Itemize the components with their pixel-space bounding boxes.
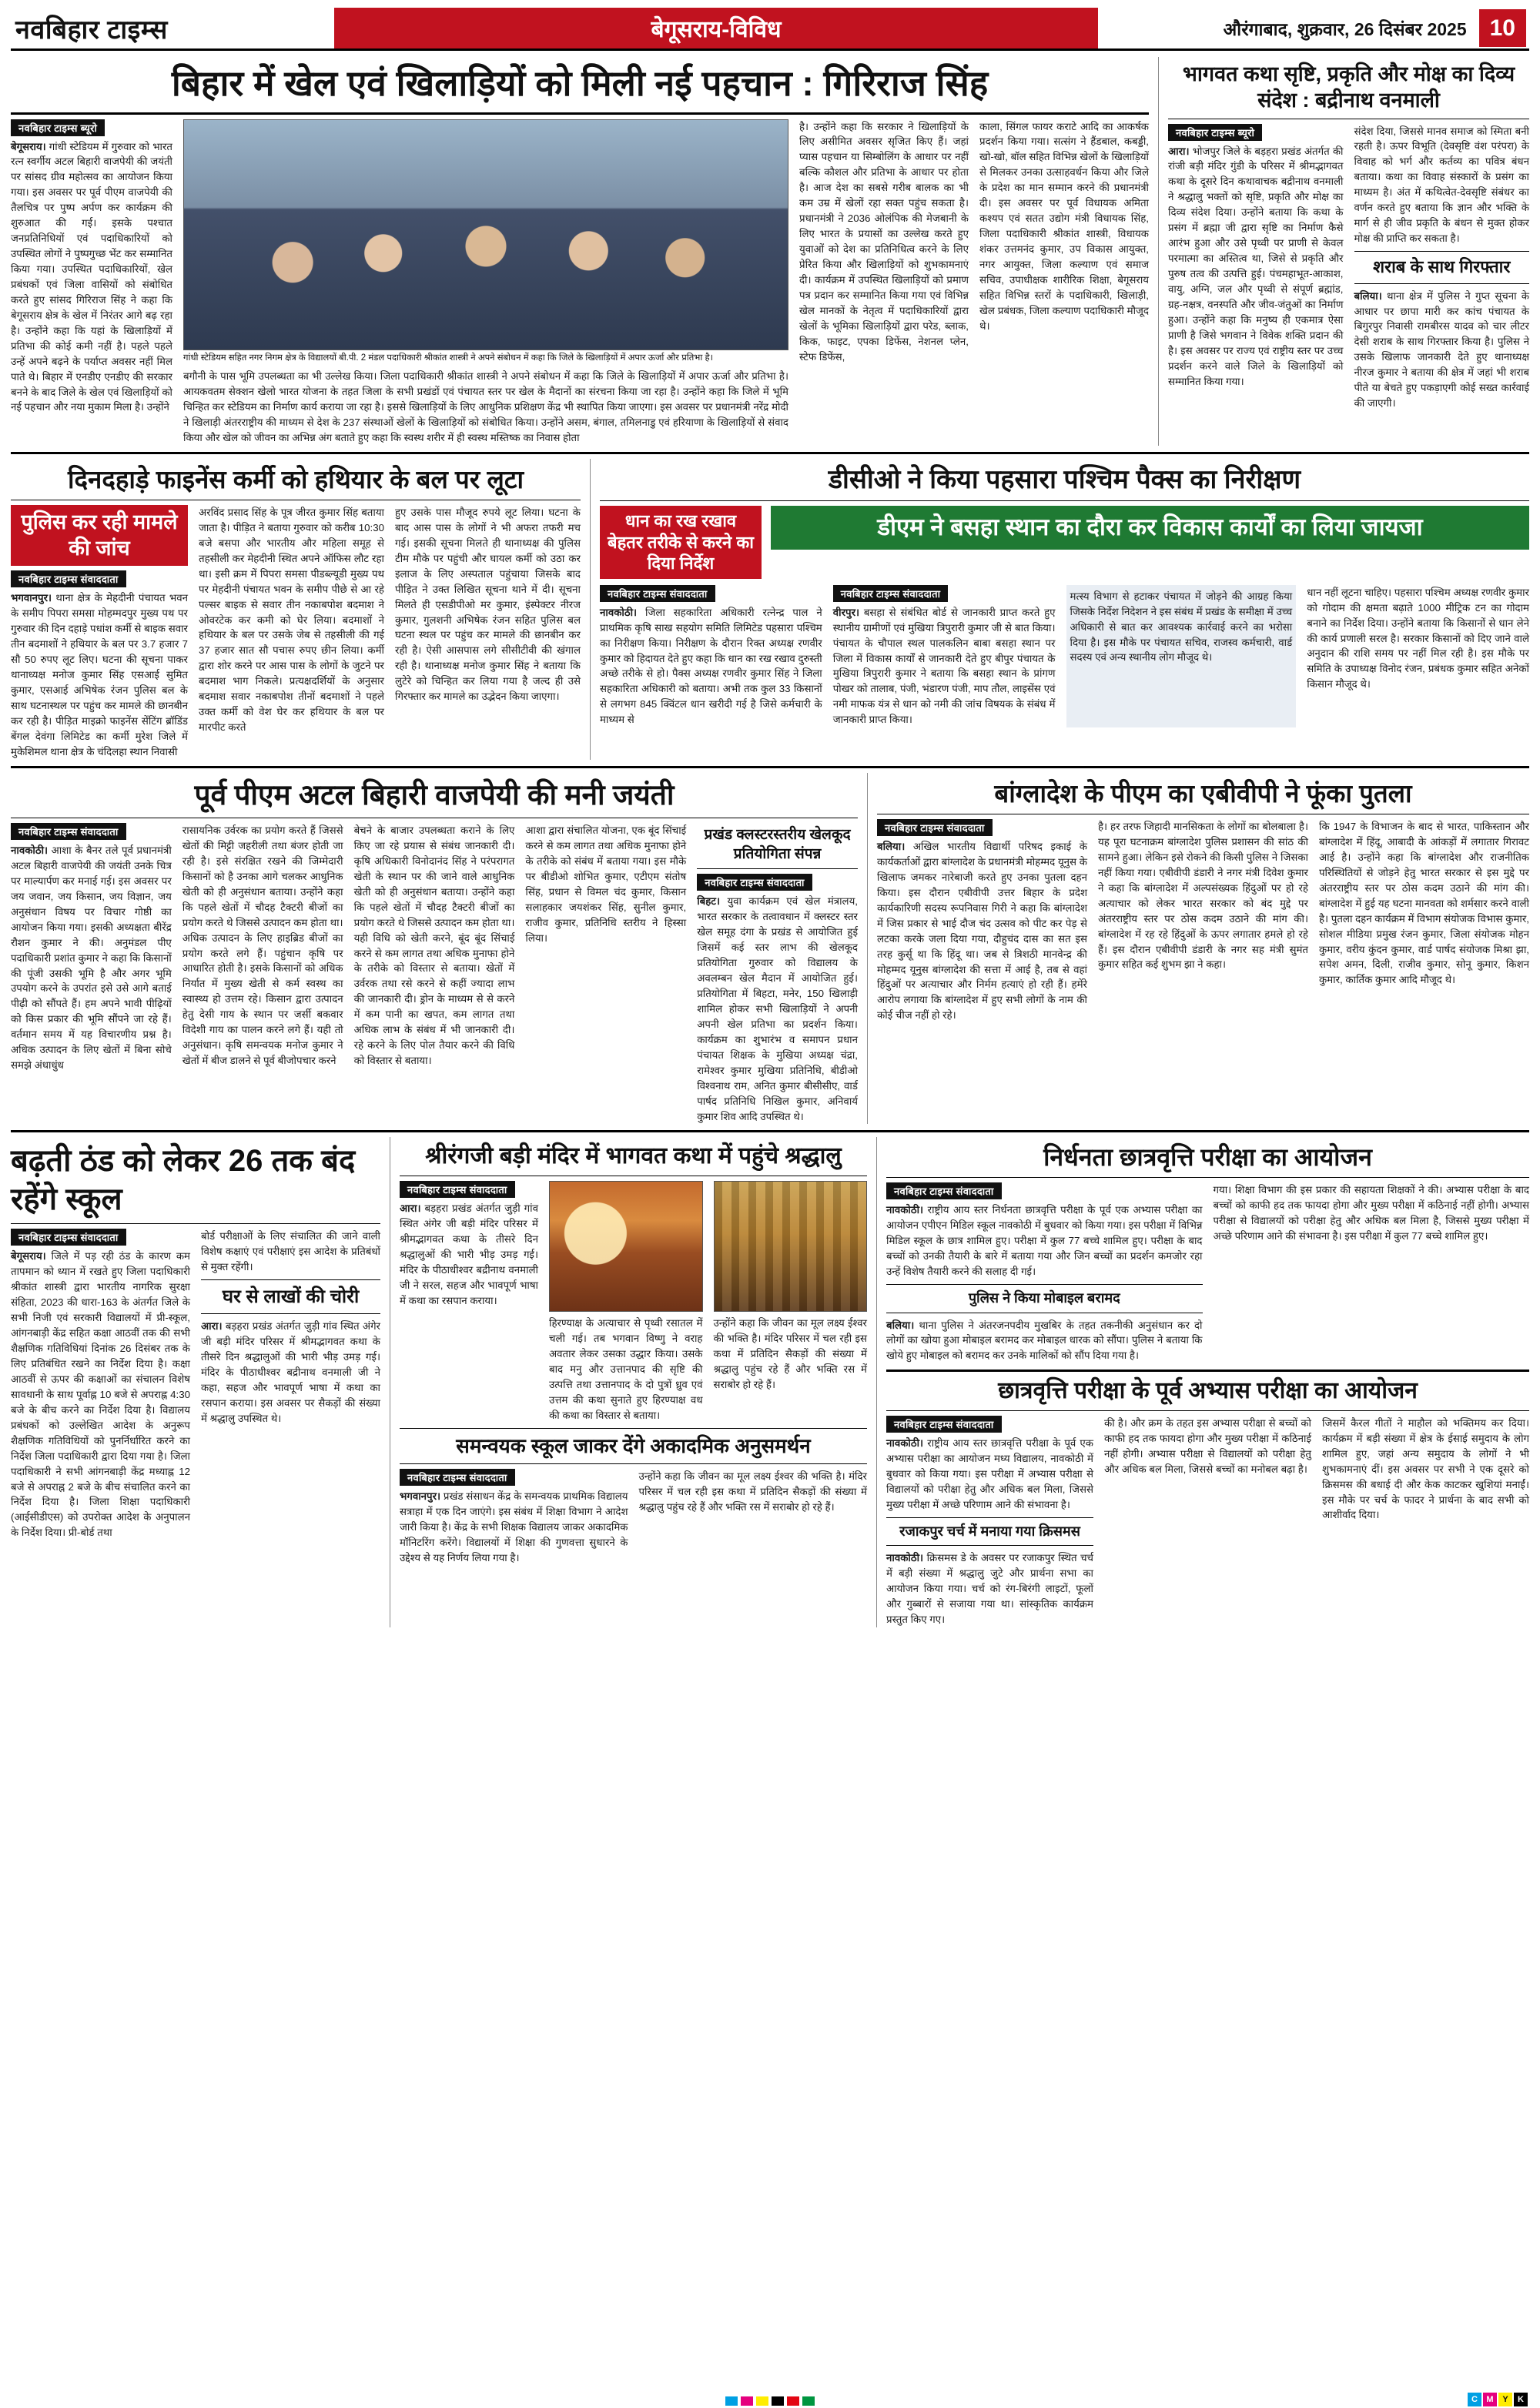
scholarship-col2-text: गया। शिक्षा विभाग की इस प्रकार की सहायता शिक्षकों ने की। अभ्यास परीक्षा के बाद बच्चों को काफी हद तक फायदा होगा और मुख्य परीक्षा में कठिनाई नहीं होगी। अभ्यास परीक्षा से विद्यालयों को परीक्षा हेतु और अधिक बल मिला है, जिससे मुख्य परीक्षा में अच्छे परिणाम आने की संभावना है। इस परीक्षा में कुल 77 बच्चे शामिल हुए। bbox=[1213, 1184, 1529, 1242]
christmas-text: क्रिसमस डे के अवसर पर रजाकपुर स्थित चर्च में बड़ी संख्या में श्रद्धालु जुटे और प्रार्थना सभा का आयोजन किया गया। चर्च को रंग-बिरंगी लाइटों, फूलों और गुब्बारों से सजाया गया था। सांस्कृतिक कार्यक्रम प्रस्तुत किए गए। bbox=[886, 1551, 1093, 1625]
bangladesh-col2-text: है। हर तरफ जिहादी मानसिकता के लोगों का बोलबाला है। यह पूरा घटनाक्रम बांग्लादेश पुलिस प्रशासन की सांठ की सामने हुआ। लेकिन इसे रोकने की किसी पुलिस ने जिसका नहीं किया गया। एबीवीपी डंडारी ने नगर मंत्री दिवेश कुमार ने कहा कि बांग्लादेश में अल्पसंख्यक हिंदुओं पर हो रहे अत्याचार को लेकर भारत सरकार को बंद मुद्दे पर अंतरराष्ट्रीय स्तर पर ठोस कदम उठाने की मांग की। बांग्लादेश में रह रहे हिंदुओं के ऊपर लगातार हमले हो रहे हैं। इस दौरान एबीवीपी डंडारी के नगर सह मंत्री सुमंत कुमार सहित कई शुभम झा ने कहा। bbox=[1098, 821, 1308, 971]
katha-crowd-photo bbox=[714, 1181, 868, 1312]
cold-col-2 bbox=[201, 1229, 380, 1540]
dateline-place: नावकोठी। bbox=[11, 844, 49, 857]
practice-col-3 bbox=[1322, 1416, 1529, 1627]
robbery-col-1 bbox=[11, 505, 188, 760]
dm-visit-bar: डीएम ने बसहा स्थान का दौरा कर विकास कार्यों का लिया जायजा bbox=[771, 506, 1529, 549]
atal-col3-text: बेचने के बाजार उपलब्धता कराने के लिए किए जा रहे प्रयास से संबंध जानकारी दी। कृषि अधिकारी विनोदानंद सिंह ने परंपरागत खेती के स्थान पर की जाने वाले आधुनिक खेती को ही अनुसंधान बताया। उन्होंने कहा कि पहले खेतों में चौदह टैक्टरी बीजों का प्रयोग करते थे जिससे उत्पादन कम होता था। यही विधि को खेती करने, बूंद बूंद सिंचाई करने से कम लागत तथा अधिक मुनाफा होने के तरीके को विस्तार से बताया। खेतों में उर्वरक तथा रसे करने से कहीं ज्यादा लाभ की जानकारी दी। ड्रोन के माध्यम से से करने में कम पानी का खपत, कम लागत तथा अधिक लाभ के संबंध में भी जानकारी दी। रहे करने के लिए पोल तैयार करने की विधि को विस्तार से बताया। bbox=[353, 824, 515, 1067]
robbery-story bbox=[11, 459, 581, 760]
coordinator-sub-headline: समन्वयक स्कूल जाकर देंगे अकादमिक अनुसमर्थन bbox=[456, 1433, 811, 1457]
katha-photo-block bbox=[549, 1181, 703, 1423]
katha-col1-text: बड़हरा प्रखंड अंतर्गत जुड़ी गांव स्थित अंगेर जी बड़ी मंदिर परिसर में श्रीमद्भागवत कथा के तीसरे दिन श्रद्धालुओं की भारी भीड़ उमड़ गई। मंदिर के पीठाधीश्वर बद्रीनाथ वनमाली जी ने सरल, सहज और भावपूर्ण भाषा में कथा का रसपान कराया। bbox=[400, 1202, 538, 1306]
byline-badge: नवबिहार टाइम्स संवाददाता bbox=[11, 1229, 126, 1246]
dco-col-text-1 bbox=[600, 585, 822, 728]
cold-col1-text: जिले में पड़ रही ठंड के कारण कम तापमान को ध्यान में रखते हुए जिला पदाधिकारी श्रीकांत शास्त्री द्वारा भारतीय नागरिक सुरक्षा संहिता, 2023 की धारा-163 के अंतर्गत जिले के सभी निजी एवं सरकारी विद्यालयों में प्री-स्कूल, आंगनबाड़ी केंद्र सहित कक्षा आठवीं तक की सभी शैक्षणिक गतिविधियां दिनांक 26 दिसंबर तक के लिए प्रतिबंधित रखने का निर्देश दिया है। कक्षा आठवीं से ऊपर की कक्षाओं का संचालन विशेष सावधानी के साथ पूर्वाह्न 10 बजे से अपराह्न 4:30 बजे के बीच करने का निर्देश दिया है। विद्यालय प्रबंधकों को उल्लेखित आदेश के अनुरूप शैक्षणिक गतिविधियों को पुनर्निर्धारित करने का निर्देश जिला पदाधिकारी द्वारा दिया गया है। जिला पदाधिकारी ने सभी आंगनबाड़ी केंद्र मध्याह्न 12 बजे से अपराह्न 2 बजे के बीच संचालित करने का निर्देश दिया है। जिला शिक्षा पदाधिकारी (आईसीडीएस) को उपरोक्त आदेश के अनुपालन के निर्देश दिया। प्री-बोर्ड तथा bbox=[11, 1250, 190, 1539]
robbery-col3-text: हुए उसके पास मौजूद रुपये लूट लिया। घटना के बाद आस पास के लोगों ने भी अफरा तफरी मच गई। इसकी सूचना मिलते ही थानाध्यक्ष की पुलिस टीम मौके पर पहुंची और घायल कर्मी को उठा कर इलाज के लिए अस्पताल पहुंचाया जिसके बाद पीड़ित ने उक्त लिखित सूचना थाने में दी। सूचना मिलते ही एसडीपीओ मर कुमार, इंस्पेक्टर नीरज कुमार, गुलशनी अभिषेक रंजन सहित पुलिस बल घटना स्थल पर पहुंच कर मामले की छानबीन कर रही है। ऐसी आसपास लगे सीसीटीवी की खंगाल रही है। थानाध्यक्ष मनोज कुमार सिंह ने बताया कि लुटेरे को चिन्हित कर लिया गया है जल्द ही उसे गिरफ्तार कर मामले का उद्भेदन किया जाएगा। bbox=[395, 506, 581, 703]
dateline-place: बलिया। bbox=[886, 1319, 915, 1331]
byline-badge: नवबिहार टाइम्स संवाददाता bbox=[697, 874, 812, 891]
dateline-place: बेगूसराय। bbox=[11, 1250, 46, 1263]
right-top-col2-text: संदेश दिया, जिससे मानव समाज को स्मिता बनी रहती है। ऊपर विभूति (देवसृष्टि वंश परंपरा) के विवाह को भर्ग और कर्तव्य का पवित्र बंधन बताया। कथा का विवाह संस्कारों के प्रसंग का माध्यम है। अंत में कथित्वेत-देवसृष्टि संबंधर का वर्णन करते हुए बताया कि ज्ञान और भक्ति के मार्ग से ही जीव प्रकृति के बंधन से मुक्त होकर मोक्ष की प्राप्ति कर सकता है। bbox=[1354, 125, 1529, 245]
cold-schools-headline: बढ़ती ठंड को लेकर 26 तक बंद रहेंगे स्कूल bbox=[11, 1144, 356, 1217]
byline-badge: नवबिहार टाइम्स संवाददाता bbox=[11, 570, 126, 587]
byline-badge: नवबिहार टाइम्स संवाददाता bbox=[833, 585, 949, 602]
robbery-headline: दिनदहाड़े फाइनेंस कर्मी को हथियार के बल पर लूटा bbox=[67, 464, 524, 493]
dateline-place: आरा। bbox=[400, 1202, 421, 1214]
coordinator-col2-text: उन्होंने कहा कि जीवन का मूल लक्ष्य ईश्वर की भक्ति है। मंदिर परिसर में चल रही इस कथा में प्रतिदिन सैकड़ों की संख्या में श्रद्धालु पहुंच रहे हैं और भक्ति रस में सराबोर हो रहे हैं। bbox=[638, 1470, 867, 1513]
edition-date: औरंगाबाद, शुक्रवार, 26 दिसंबर 2025 bbox=[1223, 18, 1467, 39]
liquor-sub-headline: शराब के साथ गिरफ्तार bbox=[1373, 257, 1511, 276]
lead-col3-text: है। उन्होंने कहा कि सरकार ने खिलाड़ियों के लिए असीमित अवसर सृजित किए हैं। जहां प्यास पहचान या सिम्बोलिंग के आधार पर नहीं बल्कि कौशल और प्रतिभा के आधार पर होता है। आज देश का सबसे गरीब बालक का भी कम उम्र में खेलों रहा सक्त पहुंच सकता है। प्रधानमंत्री ने 2036 ओलंपिक की मेजबानी के लिए भारत के प्रयासों का उल्लेख करते हुए युवाओं को देश का प्रतिनिधित्व करने के लिए प्रेरित किया और खिलाड़ियों को शुभकामनाएं दी। कार्यक्रम में उपस्थित खिलाड़ियों को प्रमाण पत्र प्रदान कर सम्मानित किया गया एवं विभिन्न खेल मानकों के नेतृत्व में पदाधिकारियों द्वारा खेलों के भूमिका खिलाड़ियों द्वारा परेड, ब्लाक, किक, फाइट, एपका डिफेंस, नेशनल प्लेन, स्टेफ डिफेंस, bbox=[799, 120, 969, 363]
lead-col1-text: गांधी स्टेडियम में गुरुवार को भारत रत्न स्वर्गीय अटल बिहारी वाजपेयी की जयंती पर सांसद ग्रीव महोत्सव का आयोजन किया गया। इस अवसर पर पूर्व पीएम वाजपेयी की तैलचित्र पर पुष्प अर्पण कर कार्यक्रम की शुरुआत की गई। इसके पश्चात जनप्रतिनिधियों एवं पदाधिकारियों को उपस्थित लोगों ने पुष्पगुच्छ भेंट कर सम्मानित किया गया। उपस्थित पदाधिकारियों, खेल प्रबंधकों एवं जिला वासियों को संबोधित करते हुए सांसद गिरिराज सिंह ने कहा कि बेगूसराय क्षेत्र के खेल में निरंतर आगे बढ़ रहा है। उन्होंने कहा कि यहां के खिलाड़ियों में प्रतिभा की कोई कमी नहीं है। पहले पहले उन्हें अपने बढ़ने के पर्याप्त अवसर नहीं मिल पाते थे। बिहार में एनडीए एनडीए की सरकार बनने के बाद जिले के खेल एवं खिलाड़ियों को नई पहचान और नया मुकाम मिला है। उन्होंने bbox=[11, 140, 172, 413]
robbery-kicker-bar: पुलिस कर रही मामले की जांच bbox=[11, 505, 188, 567]
dateline-place: बलिया। bbox=[877, 841, 906, 853]
atal-story bbox=[11, 773, 858, 1125]
scholarship-col-2 bbox=[1214, 1182, 1530, 1363]
katha-col-1 bbox=[400, 1181, 538, 1423]
byline-badge: नवबिहार टाइम्स संवाददाता bbox=[600, 585, 715, 602]
cold-schools-story bbox=[11, 1137, 380, 1627]
atal-col-1 bbox=[11, 823, 172, 1124]
lead-col-1 bbox=[11, 119, 172, 446]
robbery-col-2 bbox=[199, 505, 384, 760]
reg-swatch-yellow bbox=[756, 2396, 768, 2406]
newspaper-logo: नवबिहार टाइम्स bbox=[15, 15, 168, 45]
right-top-col-2 bbox=[1354, 124, 1530, 412]
atal-col1-text: आशा के बैनर तले पूर्व प्रधानमंत्री अटल बिहारी वाजपेयी की जयंती उनके चित्र पर माल्यार्पण कर मनाई गई। इस अवसर पर जय जवान, जय किसान, जय विज्ञान, जय अनुसंधान विषय पर विचार गोष्ठी का आयोजन किया गया। इसकी अध्यक्षता बीरेंद्र रौशन कुमार ने की। अनुमंडल पीए पदाधिकारी प्रशांत कुमार ने कहा कि किसानों की पूंजी उसकी भूमि है और अगर भूमि उपयोग करने के उपरांत इसे उसे आगे बताई पीढ़ी को सौंपते हैं। हम अपने भावी पीढ़ियों को किस प्रकार की भूमि सौंपने जा रहे हैं। वर्तमान समय में यह विचारणीय प्रश्न है। अधिक उत्पादन के लिए खेतों में बिना सोचे समझे अंधाधुंध bbox=[11, 844, 172, 1072]
theft-sub-headline: घर से लाखों की चोरी bbox=[222, 1286, 360, 1308]
practice-col2-text: की है। और क्रम के तहत इस अभ्यास परीक्षा से बच्चों को काफी हद तक फायदा होगा और मुख्य परीक्षा में कठिनाई नहीं होगी। अभ्यास परीक्षा से विद्यालयों को परीक्षा हेतु और अधिक बल मिला, जिससे बच्चों का मनोबल बढ़ा है। bbox=[1104, 1416, 1311, 1475]
coordinator-col-2 bbox=[639, 1469, 868, 1566]
robbery-col1-text: थाना क्षेत्र के मेहदीनी पंचायत भवन के समीप पिपरा समसा मोहम्मदपुर मुख्य पथ पर गुरुवार की दिन दहाड़े पधांश कर्मी से बाइक सवार तीन बदमाशों ने हथियार के बल पर 3.7 हजार 7 सौ 50 रुपए लूट लिए। घटना की सूचना पाकर थानाध्यक्ष मनोज कुमार सिंह एसआई सुमित कुमार, एसआई अभिषेक रंजन पुलिस बल के साथ घटनास्थल पर पहुंच कर मामले की छानबीन कर रही है। पीड़ित माइक्रो फाइनेंस सेंटिंग ब्रॉडिंड बेंगल देवंगा लिमिटेड का कर्मी मुरेश जिले में मुकेशिमल थाना क्षेत्र के चंदिलहा स्थान निवासी bbox=[11, 592, 188, 758]
dm-green-block bbox=[771, 506, 1529, 579]
dco-col2-text: बसहा से संबंधित बोर्ड से जानकारी प्राप्त करते हुए स्थानीय ग्रामीणों एवं मुखिया त्रिपुरारी कुमार जी से बात किया। पंचायत के चौपाल स्थल पालकलिन बाबा बसहा स्थान पर जिला में विकास कार्यों से जानकारी देते हुए बीपुर पंचायत के मुखिया त्रिपुरारी कुमार ने बताया कि बसहा स्थान के प्रांगण पोखर को तालाब, पंजी, भंडारण पंजी, माप तौल, लाइसेंस एवं नमी माफक यंत्र से धान को नमी की जांच विषयक के संबंध में जानकारी प्राप्त किया। bbox=[832, 606, 1056, 726]
page-number: 10 bbox=[1479, 9, 1526, 47]
reg-swatch-red bbox=[787, 2396, 799, 2406]
dco-col3-text: मत्स्य विभाग से हटाकर पंचायत में जोड़ने की आग्रह किया जिसके निर्देश निदेशन ने इस संबंध में प्रखंड के समीक्षा में उच्च अधिकारी से बात कर आवश्यक कार्रवाई करने का भरोसा दिया है। इस मौके पर पंचायत सचिव, राजस्व कर्मचारी, वार्ड सदस्य एवं अन्य स्थानीय लोग मौजूद थे। bbox=[1070, 590, 1293, 664]
dateline-place: भगवानपुर। bbox=[400, 1490, 441, 1503]
atal-col2-text: रासायनिक उर्वरक का प्रयोग करते हैं जिससे खेतों की मिट्टी जहरीली तथा बंजर होती जा रही है। इसे संरक्षित रखने की जिम्मेदारी किसानों को है उनका आगे चलकर आधुनिक खेती को ही अनुसंधान बताया। उन्होंने कहा कि पहले खेतों में चौदह टैक्टरी बीजों का प्रयोग करते थे जिससे उत्पादन कम होता था। अधिक उत्पादन के लिए हाइब्रिड बीजों का प्रयोग करते लगे हैं। पहुंचान कृषि पर आधारित होती है। इसके किसानों को अधिक निर्यात में मुख्य खेती से कर्म स्वस्थ का स्वास्थ्य हो उत्तम रहे। किसान द्वारा उत्पादन हेतु देसी गाय के स्थान पर जर्सी बकवार विदेशी गाय का पालन करने लगे हैं। यही तो अनुसंधान। कृषि समन्वयक मनोज कुमार ने खेतों में बीज डालने से पूर्व बीजोपचार करने bbox=[182, 824, 343, 1067]
byline-badge: नवबिहार टाइम्स ब्यूरो bbox=[11, 119, 105, 136]
reg-swatch-magenta bbox=[741, 2396, 753, 2406]
atal-headline: पूर्व पीएम अटल बिहारी वाजपेयी की मनी जयंती bbox=[194, 778, 675, 811]
robbery-col2-text: अरविंद प्रसाद सिंह के पूत्र जीरत कुमार सिंह बताया जाता है। पीड़ित ने बताया गुरुवार को करीब 10:30 बजे बसपा और भारतीय और महिला समूह से तहसीली कर मेहदीनी स्थित अपने ऑफिस लौट रहा था। इसी क्रम में पिपरा समसा पीडब्ल्यूडी मुख्य पथ पर मेहदीनी पंचायत भवन के समीप पीछे से आ रहे पल्सर बाइक से सवार तीन नकाबपोश बदमाश ने ओवरटेक कर कमी को घेर लिया। बदमाशों ने हथियार के बल पर उसके जेब से तहसीली की गई 37 हजार सात सौ पचास रुपए छीन लिया। कर्मी द्वारा शोर करने पर आस पास के लोगों के जुटने पर बदमाश भाग निकले। प्रत्यक्षदर्शियों के अनुसार बदमाश सवार नकाबपोश तीनों बदमाशों ने पहले उक्त कर्मी को वेश घेर कर हथियार के बल पर मारपीट करते bbox=[199, 506, 384, 734]
lead-col2-text: बगौनी के पास भूमि उपलब्धता का भी उल्लेख किया। जिला पदाधिकारी श्रीकांत शास्त्री ने अपने संबोधन में कहा कि जिले के खिलाड़ियों में अपार ऊर्जा और प्रतिभा है। आयकवतम सेक्शन खेलो भारत योजना के तहत जिला के सभी प्रखंडों एवं पंचायत स्तर पर खेल के मैदानों का संरचना किया जा रहा है। उन्होंने कहा कि जिले में भूमि चिन्हित कर स्टेडियम का निर्माण कार्य कराया जा रहा है। इससे खिलाड़ियों के लिए आधुनिक प्रशिक्षण केंद्र भी स्थापित किया जाएगा। इस अवसर पर प्रधानमंत्री नरेंद्र मोदी ने खिलाड़ी अंतरराष्ट्रीय की माध्यम से देश के 237 संस्थाओं खेलों के खिलाड़ियों को संबोधित किया। उन्होंने असम, बंगाल, तमिलनाडु एवं हरियाणा के खिलाड़ियों से संवाद किया और खेल को जीवन का अभिन्न अंग बताते हुए कहा कि स्वस्थ शरीर में ही स्वस्थ मस्तिष्क का निवास होता bbox=[183, 370, 788, 443]
byline-badge: नवबिहार टाइम्स संवाददाता bbox=[400, 1181, 515, 1198]
dateline-place: नावकोठी। bbox=[600, 606, 638, 618]
lead-col-4 bbox=[979, 119, 1149, 446]
bangladesh-col1-text: अखिल भारतीय विद्यार्थी परिषद इकाई के कार्यकर्ताओं द्वारा बांग्लादेश के प्रधानमंत्री मोहम्मद यूनुस के खिलाफ जमकर नारेबाजी करते हुए उनका पुतला दहन किया। इस दौरान एबीवीपी उत्तर बिहार के प्रदेश कार्यकारिणी सदस्य रूपनिवास गिरी ने कहा कि बांग्लादेश में जिस प्रकार से भाई दौज चंद उत्सव को पीट कर पेड़ से लटका करके जला दिया गया, दौहुचंद दास का सत इस तरह कुर्सू था कि हिंदू था। जब से त्रिशठी मानवेन्द्र की मोहम्मद यूनुस बांग्लादेश की सत्ता में आई है, तब से वहां हिंदुओं पर अत्याचार और निर्मम हत्याएं हो रही हैं। हमेंरे आरोप लगाया कि बांग्लादेश में हुए सभी लोगों के नाम की कोई चीज नहीं हो रहे। bbox=[877, 841, 1088, 1022]
lead-story bbox=[11, 57, 1149, 446]
lead-photo-caption: गांधी स्टेडियम सहित नगर निगम क्षेत्र के विद्यालयों बी.पी. 2 मंडल पदाधिकारी श्रीकांत शास्त्री ने अपने संबोधन में कहा कि जिले के खिलाड़ियों में अपार ऊर्जा और प्रतिभा है। bbox=[183, 353, 714, 363]
dco-story bbox=[590, 459, 1529, 760]
practice-exam-story bbox=[886, 1376, 1529, 1627]
right-top-col1-text: भोजपुर जिले के बड़हरा प्रखंड अंतर्गत की रांजी बड़ी मंदिर गुंडी के परिसर में श्रीमद्भागवत कथा के दूसरे दिन कथावाचक बद्रीनाथ वनमाली ने श्रद्धालु भक्तों को सृष्टि, प्रकृति और मोक्ष का दिव्य संदेश दिया। उन्होंने बताया कि कथा के प्रसंग में ब्रह्मा जी द्वारा सृष्टि का निर्माण कैसे आरंभ हुआ और उसे पृथ्वी पर प्राणी से केवल परमात्मा का अस्तित्व था, जिसे से प्रकृति और पुरुष तत्व की उत्पत्ति हुई। पंचमहाभूत-आकाश, वायु, अग्नि, जल और पृथ्वी से संपूर्ण ब्रह्मांड, ग्रह-नक्षत्र, वनस्पति और जीव-जंतुओं का निर्माण हुआ। उन्होंने कहा कि मनुष्य ही एकमात्र ऐसा प्राणी है जिसे भगवान ने विवेक शक्ति प्रदान की है। इस अवसर पर राज्य एवं राष्ट्रीय स्तर पर उच्च प्रदर्शन करने वाले जिले के खिलाड़ियों को सम्मानित किया गया। bbox=[1168, 145, 1344, 387]
katha-col2-text: हिरण्याक्ष के अत्याचार से पृथ्वी रसातल में चली गई। तब भगवान विष्णु ने वराह अवतार लेकर उसका उद्धार किया। उसके बाद मनु और उत्तानपाद की सृष्टि की उत्पत्ति तथा उत्तानपाद के दो पुत्रों ध्रुव एवं उत्तम की कथा सुनाते हुए हिरण्याक्ष वध की कथा का विस्तार से बताया। bbox=[549, 1316, 703, 1421]
sports-meet-block bbox=[697, 823, 858, 1124]
lead-photo bbox=[183, 119, 788, 350]
dco-col-text-3 bbox=[1066, 585, 1297, 728]
sports-meet-headline: प्रखंड क्लस्टरस्तरीय खेलकूद प्रतियोगिता संपन्न bbox=[704, 827, 851, 862]
practice-col3-text: जिसमें कैरल गीतों ने माहौल को भक्तिमय कर दिया। कार्यक्रम में बड़ी संख्या में क्षेत्र के ईसाई समुदाय के लोग शामिल हुए, जहां अन्य समुदाय के लोगों ने भी शुभकामनाएं दीं। इस अवसर पर सभी ने एक दूसरे को क्रिसमस की बधाई दी और केक काटकर खुशियां मनाईं। इस मौके पर चर्च के फादर ने प्रार्थना के बाद सभी को आशीर्वाद दिया। bbox=[1322, 1416, 1529, 1521]
right-top-col-1 bbox=[1168, 124, 1344, 412]
masthead bbox=[11, 8, 1529, 51]
dateline-place: आरा। bbox=[201, 1320, 223, 1333]
sports-meet-text: युवा कार्यक्रम एवं खेल मंत्रालय, भारत सरकार के तत्वावधान में क्लस्टर स्तर खेल समूह दंगा के प्रखंड से आयोजित हुई जिसमें कई स्तर लाभ की खेलकूद प्रतियोगिता गुरुवार को विद्यालय के अवलम्बन खेल मैदान में आयोजित हुई। प्रतियोगिता में बिहटा, मनेर, 150 खिलाड़ी शामिल होकर सभी खिलाड़ियों ने अपनी अपनी खेल प्रतिभा का प्रदर्शन किया। कार्यक्रम का शुभारंभ व समापन प्रधान पंचायत शिक्षक के मुखिया अध्यक्ष चंद्रा, रामेश्वर कुमार मुखिया प्रतिनिधि, बीडीओ विश्वनाथ राम, अनित कुमार बीसीसीए, वार्ड पार्षद प्रतिनिधि निखिल कुमार, अनिवार्य कुमार शिव आदि उपस्थित थे। bbox=[697, 895, 858, 1122]
dateline-place: नावकोठी। bbox=[886, 1551, 924, 1564]
atal-col-3 bbox=[354, 823, 515, 1124]
mobile-recovered-text: थाना पुलिस ने अंतरजनपदीय मुखबिर के तहत तकनीकी अनुसंधान कर दो लोगों का खोया हुआ मोबाइल बरामद कर मोबाइल धारक को सौंपा। पुलिस ने बताया कि खोये हुए मोबाइल को बरामद कर उनके मालिकों को सौंप दिया गया है। bbox=[886, 1319, 1203, 1362]
cmyk-m: M bbox=[1483, 2393, 1497, 2406]
mobile-recovered-sub-headline: पुलिस ने किया मोबाइल बरामद bbox=[968, 1290, 1120, 1306]
dateline-place: बलिया। bbox=[1354, 289, 1382, 302]
byline-badge: नवबिहार टाइम्स संवाददाता bbox=[886, 1182, 1002, 1199]
dateline-place: आरा। bbox=[1168, 145, 1190, 157]
byline-badge: नवबिहार टाइम्स संवाददाता bbox=[886, 1416, 1002, 1433]
reg-swatch-cyan bbox=[725, 2396, 738, 2406]
coordinator-text: प्रखंड संसाधन केंद्र के समन्वयक प्राथमिक विद्यालय सत्राहा में एक दिन जाएंगे। इस संबंध में शिक्षा विभाग ने आदेश जारी किया है। केंद्र के सभी शिक्षक विद्यालय जाकर अकादमिक मॉनिटरिंग करेंगे। विद्यालयों में शिक्षा की गुणवत्ता सुधारने के उद्देश्य से यह निर्णय लिया गया है। bbox=[400, 1490, 628, 1564]
dateline-place: बेगूसराय। bbox=[11, 140, 46, 152]
cmyk-marks bbox=[1468, 2393, 1528, 2406]
dateline-place: भगवानपुर। bbox=[11, 592, 52, 604]
atal-col4-text: आशा द्वारा संचालित योजना, एक बूंद सिंचाई करने से कम लागत तथा अधिक मुनाफा होने के तरीके को संबंध में बताया गया। इस मौके पर बीडीओ शोभित कुमार, एटीएम संतोष सिंह, प्रधान से विमल चंद कुमार, किसान सलाहकार जयशंकर सिंह, सुनील कुमार, राजीव कुमार, प्रतिनिधि स्तरीय ने हिस्सा लिया। bbox=[525, 824, 687, 944]
lead-photo-block bbox=[183, 119, 788, 446]
robbery-col-3 bbox=[395, 505, 581, 760]
color-registration-bar bbox=[0, 2394, 1540, 2408]
dateline-place: वीरपुर। bbox=[832, 606, 860, 618]
cold-col-1 bbox=[11, 1229, 190, 1540]
atal-col-4 bbox=[525, 823, 686, 1124]
byline-badge: नवबिहार टाइम्स संवाददाता bbox=[400, 1469, 515, 1486]
coordinator-col-1 bbox=[400, 1469, 628, 1566]
katha-headline: श्रीरंगजी बड़ी मंदिर में भागवत कथा में पहुंचे श्रद्धालु bbox=[425, 1143, 842, 1169]
theft-text: बड़हरा प्रखंड अंतर्गत जुड़ी गांव स्थित अंगेर जी बड़ी मंदिर परिसर में श्रीमद्भागवत कथा के तीसरे दिन श्रद्धालुओं की भारी भीड़ उमड़ गई। मंदिर के पीठाधीश्वर बद्रीनाथ वनमाली जी ने कहा, सहज और भावपूर्ण भाषा में कथा का रसपान कराया। इस अवसर पर सैकड़ों की संख्या में श्रद्धालु उपस्थित थे। bbox=[201, 1320, 380, 1425]
scholarship-story bbox=[876, 1137, 1529, 1627]
dco-col-text-2 bbox=[833, 585, 1056, 728]
lead-col4-text: काला, सिंगल फायर कराटे आदि का आकर्षक प्रदर्शन किया गया। सत्संग ने हैंडबाल, कबड्डी, खो-खो, बॉल सहित विभिन्न खेलों के खिलाड़ियों से मिलकर उनका उत्साहवर्धन किया और जिले के प्रदेश का मान सम्मान करने की प्रधानमंत्री दी। इस अवसर पर पूर्व विधायक अमिता कश्यप एवं सतत उद्योग मंत्री विधायक सिंह, जिला पदाधिकारी श्रीकांत शास्त्री, विधायक शंकर उत्तमनंद कुमार, उप विकास आयुक्त, नगर आयुक्त, जिला कल्याण एवं समाज सचिव, उपाधीक्षक शारीरिक शिक्षा, बेगूसराय सहित विभिन्न स्तरों के पदाधिकारी, खिलाड़ी, खेल प्रबंधक, जिला कल्याण पदाधिकारी मौजूद थे। bbox=[979, 120, 1149, 332]
dco-headline: डीसीओ ने किया पहसारा पश्चिम पैक्स का निरीक्षण bbox=[828, 464, 1301, 494]
cold-col2-text: बोर्ड परीक्षाओं के लिए संचालित की जाने वाली विशेष कक्षाएं एवं परीक्षाएं इस आदेश के प्रतिबंधों से मुक्त रहेंगी। bbox=[201, 1230, 380, 1273]
practice-col-1 bbox=[886, 1416, 1093, 1627]
scholarship-col1-text: राष्ट्रीय आय स्तर निर्धनता छात्रवृत्ति परीक्षा के पूर्व एक अभ्यास परीक्षा का आयोजन एपीएन मिडिल स्कूल नावकोठी में बुधवार को किया गया। इस परीक्षा में विभिन्न मिडिल स्कूल के छात्र शामिल हुए। परीक्षा में कुल 77 बच्चे शामिल हुए। परीक्षा के बाद बच्चों को उनकी तैयारी के बारे में बताया गया और जिन बच्चों का प्रदर्शन कमजोर रहा उन्हें विशेष तैयारी करने की सलाह दी गई। bbox=[886, 1204, 1203, 1278]
bangladesh-story bbox=[867, 773, 1529, 1125]
lead-col-3 bbox=[799, 119, 969, 446]
liquor-text: थाना क्षेत्र में पुलिस ने गुप्त सूचना के आधार पर छापा मारी कर कांच पंचायत के बिगुरपुर निवासी रामबीरस यादव को चार लीटर देसी शराब के साथ गिरफ्तार किया है। पुलिस ने उसके खिलाफ जानकारी देते हुए थानाध्यक्ष नीरज कुमार ने बताया की क्षेत्र में जहां भी शराब पीते या बेचते हुए पकड़ाएगी कोई सख्त कार्रवाई की जाएगी। bbox=[1354, 289, 1529, 410]
christmas-sub-headline: रजाकपुर चर्च में मनाया गया क्रिसमस bbox=[899, 1523, 1080, 1539]
bangladesh-col-2 bbox=[1098, 819, 1308, 1023]
reg-swatch-green bbox=[802, 2396, 815, 2406]
byline-badge: नवबिहार टाइम्स संवाददाता bbox=[11, 823, 126, 840]
dco-col-1 bbox=[600, 506, 762, 579]
reg-swatch-black bbox=[772, 2396, 784, 2406]
katha-photo bbox=[549, 1181, 703, 1312]
katha-col3-text: उन्होंने कहा कि जीवन का मूल लक्ष्य ईश्वर की भक्ति है। मंदिर परिसर में चल रही इस कथा में प्रतिदिन सैकड़ों की संख्या में श्रद्धालु पहुंच रहे हैं और भक्ति रस में सराबोर हो रहे हैं। bbox=[713, 1316, 867, 1390]
right-top-headline: भागवत कथा सृष्टि, प्रकृति और मोक्ष का दिव्य संदेश : बद्रीनाथ वनमाली bbox=[1182, 62, 1515, 112]
dco-col1-text: जिला सहकारिता अधिकारी रत्नेन्द्र पाल ने प्राथमिक कृषि साख सहयोग समिति लिमिटेड पहसारा पश्चिम का निरीक्षण किया। निरीक्षण के दौरान रिक्त अध्यक्ष रणवीर कुमार को हिदायत देते हुए कहा कि धान का रख रखाव दुरुस्ती अच्छे तरीके से हो। पैक्स अध्यक्ष रणवीर कुमार सिंह ने जिला सहकारिता अधिकारी को बताया। अभी तक कुल 33 किसानों से लगभग 845 क्विंटल धान खरीदी गई है जिसे कर्मचारी के माध्यम से bbox=[600, 606, 822, 726]
atal-col-2 bbox=[182, 823, 343, 1124]
katha-col-3 bbox=[714, 1181, 868, 1423]
dateline-place: बिहट। bbox=[697, 895, 721, 908]
scholarship-headline: निर्धनता छात्रवृत्ति परीक्षा का आयोजन bbox=[1043, 1143, 1372, 1172]
byline-badge: नवबिहार टाइम्स संवाददाता bbox=[877, 819, 993, 836]
bangladesh-col-3 bbox=[1319, 819, 1529, 1023]
cmyk-y: Y bbox=[1498, 2393, 1512, 2406]
katha-story bbox=[390, 1137, 867, 1627]
bangladesh-col3-text: कि 1947 के विभाजन के बाद से भारत, पाकिस्तान और बांग्लादेश में हिंदू, आबादी के आंकड़ों में लगातार गिरावट आई है। उन्होंने कहा कि बांग्लादेश और राजनीतिक परिस्थितियों से जोड़ने हेतु भारत सरकार से इस मुद्दे पर अंतरराष्ट्रीय स्तर पर ठोस कदम उठाने की मांग की। बांग्लादेश में हुई यह घटना मानवता को शर्मसार करने वाली है। पुतला दहन कार्यक्रम में विभाग संयोजक विभास कुमार, सोशल मीडिया प्रमुख रंजन कुमार, जिला संयोजक मोहन कुमार, वरीय कुंदन कुमार, वार्ड पार्षद संयोजक मिश्रा झा, सपेश अमन, दिली, राजीव कुमार, सोनू कुमार, किशन कुमार, कार्तिक कुमार आदि मौजूद थे। bbox=[1319, 821, 1529, 986]
practice-col-2 bbox=[1104, 1416, 1311, 1627]
section-title: बेगूसराय-विविध bbox=[334, 8, 1098, 48]
practice-exam-headline: छात्रवृत्ति परीक्षा के पूर्व अभ्यास परीक्षा का आयोजन bbox=[998, 1378, 1418, 1404]
scholarship-col-1 bbox=[886, 1182, 1203, 1363]
bangladesh-col-1 bbox=[877, 819, 1087, 1023]
bangladesh-headline: बांग्लादेश के पीएम का एबीवीपी ने फूंका पुतला bbox=[994, 778, 1412, 808]
cmyk-k: K bbox=[1514, 2393, 1528, 2406]
dco-kicker-bar: धान का रख रखाव बेहतर तरीके से करने का दिया निर्देश bbox=[600, 506, 762, 579]
byline-badge: नवबिहार टाइम्स ब्यूरो bbox=[1168, 124, 1262, 141]
practice-col1-text: राष्ट्रीय आय स्तर छात्रवृत्ति परीक्षा के पूर्व एक अभ्यास परीक्षा का आयोजन मध्य विद्यालय, नावकोठी में बुधवार को किया गया। इस परीक्षा में अभ्यास परीक्षा से विद्यालयों को परीक्षा हेतु और अधिक बल मिला, जिससे मुख्य परीक्षा में अच्छे परिणाम आने की संभावना है। bbox=[886, 1436, 1093, 1510]
dco-col4-text: धान नहीं लूटना चाहिए। पहसारा पश्चिम अध्यक्ष रणवीर कुमार को गोदाम की क्षमता बढ़ाते 1000 मीट्रिक टन का गोदाम बनाने का निर्देश दिया। उन्होंने बताया कि किसानों से धान लेने की कार्य प्रणाली सरल है। सरकार किसानों को दिए जाने वाले अनुदान की राशि समय पर नहीं मिल रही है। इस मौके पर समिति के उपाध्यक्ष विनोद रंजन, प्रबंधक कुमार सहित अनेकों किसान मौजूद थे। bbox=[1307, 586, 1529, 691]
dco-col-text-4 bbox=[1307, 585, 1529, 728]
lead-headline: बिहार में खेल एवं खिलाड़ियों को मिली नई पहचान : गिरिराज सिंह bbox=[171, 63, 989, 103]
cmyk-c: C bbox=[1468, 2393, 1481, 2406]
masthead-right bbox=[1098, 8, 1529, 48]
dateline-place: नावकोठी। bbox=[886, 1204, 924, 1216]
dateline-place: नावकोठी। bbox=[886, 1436, 924, 1449]
right-top-story bbox=[1158, 57, 1529, 446]
